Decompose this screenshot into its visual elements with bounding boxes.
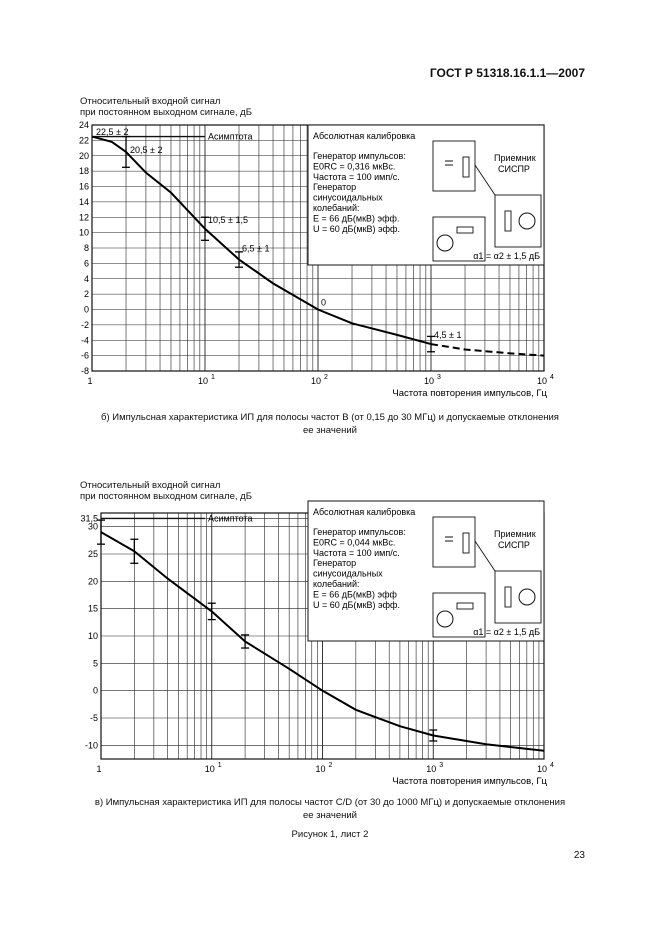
chart-b-legend-title: Абсолютная калибровка — [313, 131, 416, 141]
chart-v-xtick-exp: 1 — [217, 762, 222, 769]
chart-b-legend-line: синусоидальных — [313, 192, 383, 203]
chart-v-ytick-label: 25 — [87, 549, 98, 559]
chart-b-ytick-label: 14 — [78, 196, 89, 207]
chart-v-xtick-exp: 2 — [328, 762, 333, 769]
chart-v-caption-line2: ее значений — [303, 810, 357, 821]
chart-b-ytick-label: 16 — [78, 181, 89, 192]
chart-v-ytick-label: 10 — [87, 631, 98, 641]
chart-b-legend-line: E = 66 дБ(мкВ) эфф. — [313, 213, 400, 224]
chart-v-xtick-exp: 3 — [439, 762, 444, 769]
chart-b-ytick-label: 0 — [83, 304, 89, 315]
chart-b-legend-line: E0RC = 0,316 мкВс. — [313, 161, 396, 172]
chart-b-ytick-label: 18 — [78, 166, 89, 177]
chart-b-xtick-label: 10 — [310, 376, 322, 386]
chart-b-legend-line: Генератор импульсов: — [313, 151, 406, 161]
chart-b-xtick-exp: 3 — [437, 374, 441, 381]
chart-v-asymptote-label: Асимптота — [208, 513, 253, 524]
chart-b-ytick-label: -8 — [80, 366, 89, 376]
chart-b-legend-line: колебаний: — [313, 203, 360, 213]
chart-b-ytick-label: -6 — [80, 350, 89, 361]
chart-v-ytick-label: 15 — [87, 603, 98, 614]
chart-v-receiver-label: Приемник — [494, 529, 536, 539]
chart-v-legend-line: колебаний: — [313, 579, 360, 589]
chart-b-receiver-label: Приемник — [494, 153, 536, 163]
chart-v-ytick-label: -10 — [84, 740, 98, 751]
chart-v-ytick-label: 30 — [87, 521, 98, 532]
chart-v-xtick-exp: 4 — [550, 762, 554, 769]
chart-b-value-label: 0 — [321, 297, 327, 308]
chart-b-xlabel: Частота повторения импульсов, Гц — [392, 388, 547, 399]
chart-b-caption-line2: ее значений — [303, 425, 357, 436]
chart-b-value-label: 20,5 ± 2 — [130, 144, 163, 155]
chart-v-legend-title: Абсолютная калибровка — [313, 507, 416, 517]
chart-v-legend-line: U = 60 дБ(мкВ) эфф. — [313, 599, 400, 610]
chart-b-legend-line: Частота = 100 имп/с. — [313, 171, 400, 182]
chart-v-legend-line: E = 66 дБ(мкВ) эфф — [313, 589, 397, 600]
chart-v-tolerance: α1 = α2 ± 1,5 дБ — [473, 627, 540, 637]
chart-b-receiver-label: СИСПР — [498, 164, 530, 174]
chart-b-caption-line1: б) Импульсная характеристика ИП для полосы частот В (от 0,15 до 30 МГц) и допускаемые отклонения — [101, 412, 559, 423]
chart-v-legend-line: E0RC = 0,044 мкВс. — [313, 537, 396, 548]
chart-b-ylabel-line1: Относительный входной сигнал — [80, 96, 221, 107]
chart-b-ytick-label: 8 — [83, 243, 89, 253]
chart-b-xtick-exp: 2 — [324, 374, 328, 381]
standard-number: ГОСТ Р 51318.16.1.1—2007 — [429, 66, 585, 80]
chart-b-value-label: 4,5 ± 1 — [434, 330, 462, 341]
chart-b-xtick-exp: 1 — [211, 374, 215, 381]
chart-b-ytick-label: 4 — [83, 273, 89, 284]
page-number: 23 — [573, 850, 585, 861]
chart-v-ylabel — [80, 480, 252, 502]
chart-b-value-label: 22,5 ± 2 — [96, 127, 129, 137]
chart-b-ytick-label: 20 — [78, 150, 89, 161]
chart-b-xtick-label: 10 — [423, 376, 435, 386]
chart-b-xtick-label: 10 — [197, 376, 209, 386]
chart-b-ytick-label: 22 — [78, 135, 89, 146]
chart-v-xtick-label: 10 — [315, 764, 326, 774]
chart-v-legend-line: синусоидальных — [313, 568, 383, 579]
chart-v-xtick-label: 1 — [96, 764, 102, 774]
chart-v-ytick-label: 20 — [87, 576, 98, 587]
chart-b-xtick-label: 10 — [536, 376, 548, 386]
chart-v-ylabel-line1: Относительный входной сигнал — [80, 480, 221, 491]
chart-v-legend-line: Генератор — [313, 558, 357, 569]
chart-b-ytick-label: -4 — [80, 335, 89, 346]
chart-b-ytick-label: 12 — [78, 212, 89, 223]
chart-b-ytick-label: -2 — [80, 319, 89, 330]
chart-v-caption — [50, 796, 610, 822]
chart-v-receiver-label: СИСПР — [498, 540, 530, 550]
chart-b-xtick-label: 1 — [87, 376, 93, 386]
chart-b-ytick-label: 24 — [78, 120, 89, 130]
chart-b-asymptote-label: Асимптота — [208, 131, 253, 142]
chart-v-ytick-label: 31,5 — [80, 513, 98, 524]
chart-b-value-label: 10,5 ± 1,5 — [208, 214, 248, 225]
chart-b-value-label: 6,5 ± 1 — [242, 243, 270, 254]
chart-b-ytick-label: 10 — [78, 227, 89, 238]
chart-v-legend-line: Частота = 100 имп/с. — [313, 547, 400, 558]
chart-v-xtick-label: 10 — [536, 764, 548, 774]
chart-b-ytick-label: 6 — [83, 258, 89, 269]
chart-b-tolerance: α1 = α2 ± 1,5 дБ — [473, 251, 540, 261]
chart-v-ylabel-line2: при постоянном выходном сигнале, дБ — [80, 491, 252, 502]
chart-b-curve-dashed — [431, 344, 544, 356]
chart-v-ytick-label: 5 — [92, 658, 98, 669]
chart-b-legend-line: Генератор — [313, 182, 357, 193]
chart-b-legend-line: U = 60 дБ(мкВ) эфф. — [313, 223, 400, 234]
chart-b-xtick-exp: 4 — [550, 374, 554, 381]
chart-v-ytick-label: 0 — [92, 685, 98, 696]
chart-v-ytick-label: -5 — [89, 713, 98, 723]
chart-b-ytick-label: 2 — [83, 289, 89, 300]
chart-b-ylabel-line2: при постоянном выходном сигнале, дБ — [80, 107, 252, 118]
chart-b-caption — [50, 411, 610, 437]
chart-v-caption-line1: в) Импульсная характеристика ИП для полосы частот C/D (от 30 до 1000 МГц) и допускаемые отклонения — [94, 797, 566, 808]
figure-caption: Рисунок 1, лист 2 — [291, 829, 369, 840]
chart-v-legend-line: Генератор импульсов: — [313, 527, 406, 537]
chart-v-xtick-label: 10 — [204, 764, 215, 774]
chart-v-xlabel: Частота повторения импульсов, Гц — [392, 776, 547, 787]
chart-v-xtick-label: 10 — [426, 764, 437, 774]
